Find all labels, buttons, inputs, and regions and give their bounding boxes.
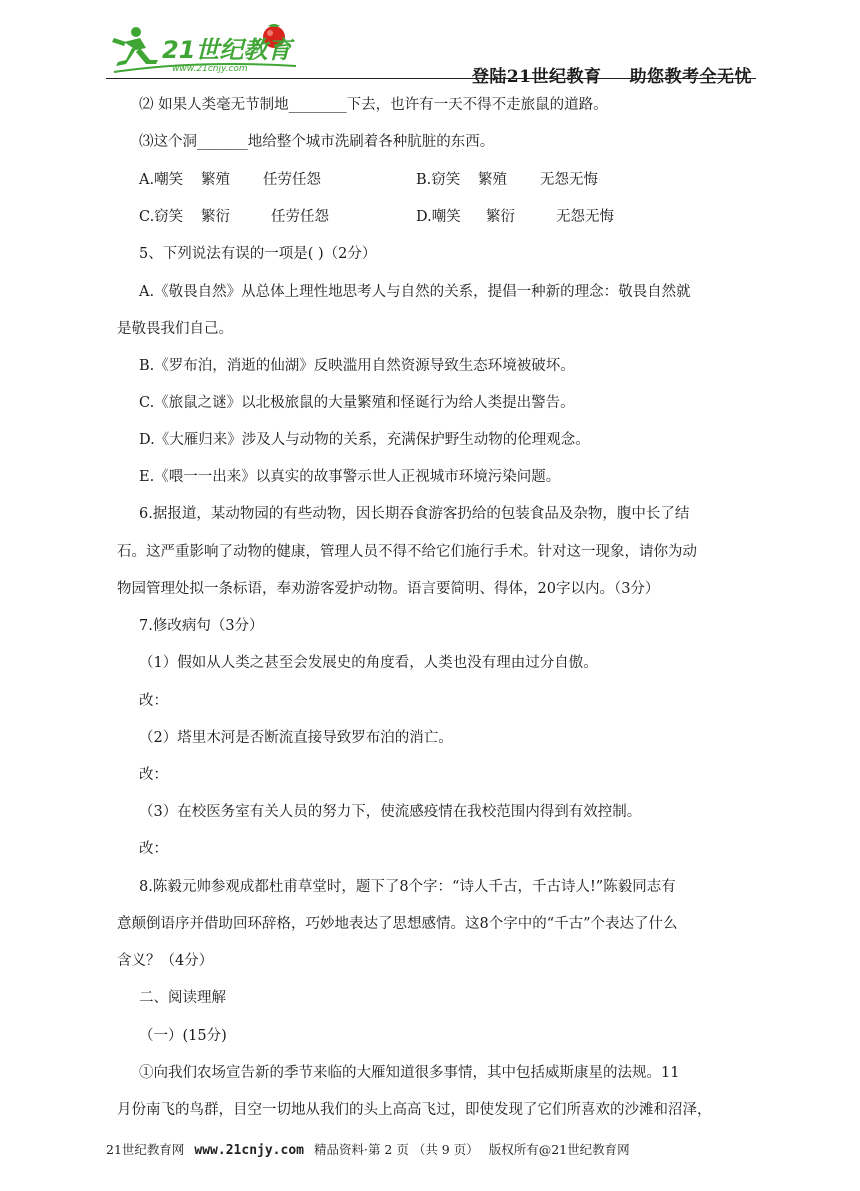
logo xyxy=(106,20,306,78)
option-a-word-1: 繁殖 xyxy=(201,172,230,188)
question-5-option-e: E.《喂一一出来》以真实的故事警示世人正视城市环境污染问题。 xyxy=(139,469,561,485)
question-7-item-3: （3）在校医务室有关人员的努力下，使流感疫情在我校范围内得到有效控制。 xyxy=(139,804,642,820)
question-6-line-3: 物园管理处拟一条标语，奉劝游客爱护动物。语言要简明、得体，20字以内。（3分） xyxy=(117,581,660,597)
option-c-word-2: 任劳任怨 xyxy=(271,209,329,225)
footer-site-name: 21世纪教育网 xyxy=(106,1142,185,1157)
question-7-item-1: （1）假如从人类之甚至会发展史的角度看，人类也没有理由过分自傲。 xyxy=(139,655,598,671)
question-6-line-2: 石。这严重影响了动物的健康，管理人员不得不给它们施行手术。针对这一现象，请你为动 xyxy=(117,544,697,560)
question-5-option-a-line-2: 是敬畏我们自己。 xyxy=(117,321,233,337)
option-d-label: D.嘲笑 xyxy=(416,209,461,225)
option-a-label: A.嘲笑 xyxy=(139,172,184,188)
question-7-item-3-fix: 改： xyxy=(139,841,168,857)
question-5-option-b: B.《罗布泊，消逝的仙湖》反映滥用自然资源导致生态环境被破坏。 xyxy=(139,358,575,374)
option-b-word-2: 无怨无悔 xyxy=(540,172,598,188)
footer-page-info: 精品资料·第 2 页 （共 9 页） xyxy=(313,1142,479,1157)
question-5-option-c: C.《旅鼠之谜》以北极旅鼠的大量繁殖和怪诞行为给人类提出警告。 xyxy=(139,395,575,411)
question-8-line-2: 意颠倒语序并借助回环辞格，巧妙地表达了思想感情。这8个字中的“千古”个表达了什么 xyxy=(117,916,678,932)
option-c-label: C.窃笑 xyxy=(139,209,184,225)
option-d-word-1: 繁衍 xyxy=(486,209,515,225)
section-2-heading: 二、阅读理解 xyxy=(139,990,226,1006)
question-5-option-d: D.《大雁归来》涉及人与动物的关系，充满保护野生动物的伦理观念。 xyxy=(139,432,590,448)
logo-graphic xyxy=(106,20,306,78)
header-slogan-left: 登陆21世纪教育 xyxy=(471,67,602,87)
question-4-options-row-1 xyxy=(139,170,598,190)
header-slogan-right: 助您教考全无忧 xyxy=(629,67,752,87)
page-header xyxy=(106,18,756,87)
footer-site-url: www.21cnjy.com xyxy=(194,1143,304,1158)
option-a-word-2: 任劳任怨 xyxy=(263,172,321,188)
passage-paragraph-1-line-1: ①向我们农场宣告新的季节来临的大雁知道很多事情，其中包括威斯康星的法规。11 xyxy=(139,1065,680,1081)
header-slogan xyxy=(472,62,752,87)
passage-paragraph-1-line-2: 月份南飞的鸟群，目空一切地从我们的头上高高飞过，即使发现了它们所喜欢的沙滩和沼泽， xyxy=(117,1102,712,1118)
page-footer xyxy=(106,1140,756,1158)
option-b-label: B.窃笑 xyxy=(416,172,461,188)
option-b-word-1: 繁殖 xyxy=(478,172,507,188)
section-2-part-1-heading: （一）(15分) xyxy=(139,1028,227,1044)
question-7-item-1-fix: 改： xyxy=(139,693,168,709)
question-8-line-3: 含义？（4分） xyxy=(117,953,214,969)
question-6-line-1: 6.据报道，某动物园的有些动物，因长期吞食游客扔给的包装食品及杂物，腹中长了结 xyxy=(139,506,690,522)
question-7: 7.修改病句（3分） xyxy=(139,618,264,634)
question-5: 5、下列说法有误的一项是( )（2分） xyxy=(139,246,377,262)
logo-text: 21世纪教育 xyxy=(162,36,292,64)
question-8-line-1: 8.陈毅元帅参观成都杜甫草堂时，题下了8个字：“诗人千古，千古诗人!”陈毅同志有 xyxy=(139,879,676,895)
question-4-item-2: ⑵ 如果人类毫无节制地________下去，也许有一天不得不走旅鼠的道路。 xyxy=(139,97,608,113)
option-d-word-2: 无怨无悔 xyxy=(556,209,614,225)
header-divider xyxy=(106,78,756,79)
question-7-item-2-fix: 改： xyxy=(139,767,168,783)
logo-url-text: www.21cnjy.com xyxy=(172,64,248,74)
option-c-word-1: 繁衍 xyxy=(201,209,230,225)
question-7-item-2: （2）塔里木河是否断流直接导致罗布泊的消亡。 xyxy=(139,730,453,746)
footer-copyright: 版权所有@21世纪教育网 xyxy=(488,1142,630,1157)
question-4-item-3: ⑶这个洞_______地给整个城市洗刷着各种肮脏的东西。 xyxy=(139,134,495,150)
question-4-options-row-2 xyxy=(139,207,614,227)
question-5-option-a-line-1: A.《敬畏自然》从总体上理性地思考人与自然的关系，提倡一种新的理念：敬畏自然就 xyxy=(139,284,691,300)
